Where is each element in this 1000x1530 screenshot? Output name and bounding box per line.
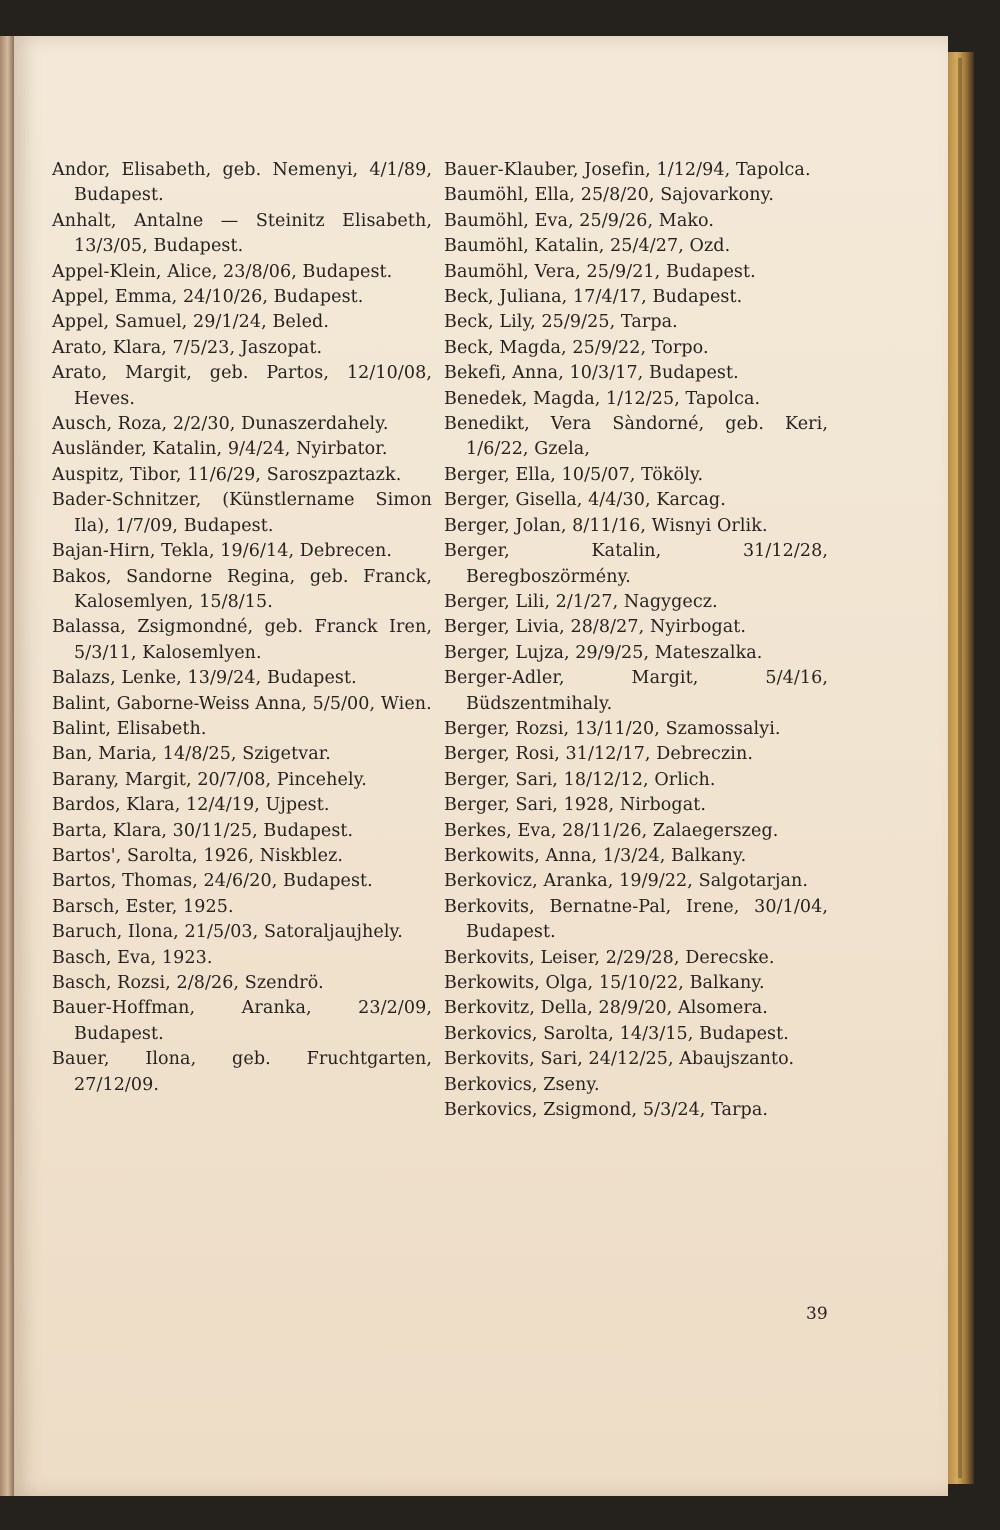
list-entry: Beck, Magda, 25/9/22, Torpo.: [444, 337, 709, 358]
list-entry: Berger-Adler, Margit, 5/4/16, Büdszentmihaly.: [444, 668, 828, 714]
list-entry: Baumöhl, Vera, 25/9/21, Budapest.: [444, 261, 756, 282]
list-entry: Appel, Emma, 24/10/26, Budapest.: [52, 287, 364, 308]
list-entry: Baumöhl, Ella, 25/8/20, Sajovarkony.: [444, 185, 775, 206]
page-number: 39: [806, 1304, 828, 1324]
list-entry: Bauer, Ilona, geb. Fruchtgarten, 27/12/09.: [52, 1049, 432, 1095]
list-entry: Barany, Margit, 20/7/08, Pincehely.: [52, 769, 367, 790]
list-entry: Bartos', Sarolta, 1926, Niskblez.: [52, 845, 344, 866]
list-entry: Berkes, Eva, 28/11/26, Zalaegerszeg.: [444, 820, 779, 841]
list-entry: Baumöhl, Katalin, 25/4/27, Ozd.: [444, 236, 731, 257]
list-entry: Ausch, Roza, 2/2/30, Dunaszerdahely.: [52, 414, 389, 435]
right-column: [444, 158, 828, 1123]
list-entry: Appel, Samuel, 29/1/24, Beled.: [52, 312, 330, 333]
list-entry: Berger, Livia, 28/8/27, Nyirbogat.: [444, 617, 747, 638]
list-entry: Beck, Lily, 25/9/25, Tarpa.: [444, 312, 678, 333]
list-entry: Bader-Schnitzer, (Künstlername Simon Ila), 1/7/09, Budapest.: [52, 490, 432, 536]
page-stack-shadow: [958, 58, 962, 1478]
list-entry: Berger, Katalin, 31/12/28, Beregboszörmény.: [444, 541, 828, 587]
facing-page-edge: [0, 36, 14, 1496]
list-entry: Berger, Rozsi, 13/11/20, Szamossalyi.: [444, 718, 781, 739]
list-entry: Bartos, Thomas, 24/6/20, Budapest.: [52, 871, 373, 892]
list-entry: Berkovits, Bernatne-Pal, Irene, 30/1/04, Budapest.: [444, 896, 828, 943]
list-entry: Berger, Sari, 18/12/12, Orlich.: [444, 769, 716, 790]
list-entry: Berkovicz, Aranka, 19/9/22, Salgotarjan.: [444, 871, 809, 892]
list-entry: Benedek, Magda, 1/12/25, Tapolca.: [444, 388, 761, 409]
list-entry: Berkowits, Anna, 1/3/24, Balkany.: [444, 845, 747, 866]
list-entry: Arato, Klara, 7/5/23, Jaszopat.: [52, 337, 323, 358]
list-entry: Auspitz, Tibor, 11/6/29, Saroszpaztazk.: [52, 464, 402, 485]
list-entry: Berkovits, Sari, 24/12/25, Abaujszanto.: [444, 1049, 795, 1070]
list-entry: Berkovics, Sarolta, 14/3/15, Budapest.: [444, 1023, 789, 1044]
list-entry: Berger, Rosi, 31/12/17, Debreczin.: [444, 744, 754, 765]
list-entry: Bekefi, Anna, 10/3/17, Budapest.: [444, 363, 739, 384]
left-column: [52, 158, 432, 1098]
list-entry: Arato, Margit, geb. Partos, 12/10/08, Heves.: [52, 363, 432, 409]
list-entry: Berger, Jolan, 8/11/16, Wisnyi Orlik.: [444, 515, 768, 536]
list-entry: Appel-Klein, Alice, 23/8/06, Budapest.: [52, 261, 393, 282]
list-entry: Berkovics, Zseny.: [444, 1074, 600, 1095]
list-entry: Berger, Gisella, 4/4/30, Karcag.: [444, 490, 726, 511]
list-entry: Baruch, Ilona, 21/5/03, Satoraljaujhely.: [52, 922, 403, 943]
list-entry: Balazs, Lenke, 13/9/24, Budapest.: [52, 668, 357, 689]
list-entry: Ban, Maria, 14/8/25, Szigetvar.: [52, 744, 331, 765]
list-entry: Berkovics, Zsigmond, 5/3/24, Tarpa.: [444, 1100, 769, 1121]
list-entry: Bajan-Hirn, Tekla, 19/6/14, Debrecen.: [52, 541, 392, 562]
list-entry: Berkovits, Leiser, 2/29/28, Derecske.: [444, 947, 775, 968]
list-entry: Bakos, Sandorne Regina, geb. Franck, Kalosemlyen, 15/8/15.: [52, 566, 432, 612]
list-entry: Barta, Klara, 30/11/25, Budapest.: [52, 820, 354, 841]
list-entry: Barsch, Ester, 1925.: [52, 896, 234, 917]
list-entry: Andor, Elisabeth, geb. Nemenyi, 4/1/89, Budapest.: [52, 160, 432, 206]
list-entry: Berger, Lujza, 29/9/25, Mateszalka.: [444, 642, 763, 663]
list-entry: Basch, Rozsi, 2/8/26, Szendrö.: [52, 973, 324, 993]
list-entry: Balint, Elisabeth.: [52, 718, 207, 739]
list-entry: Basch, Eva, 1923.: [52, 947, 213, 968]
list-entry: Berkowits, Olga, 15/10/22, Balkany.: [444, 973, 765, 993]
list-entry: Bauer-Klauber, Josefin, 1/12/94, Tapolca.: [444, 160, 811, 180]
list-entry: Bardos, Klara, 12/4/19, Ujpest.: [52, 795, 330, 816]
list-entry: Bauer-Hoffman, Aranka, 23/2/09, Budapest.: [52, 998, 432, 1044]
list-entry: Berger, Ella, 10/5/07, Tököly.: [444, 464, 704, 485]
list-entry: Berger, Sari, 1928, Nirbogat.: [444, 795, 707, 816]
list-entry: Benedikt, Vera Sàndorné, geb. Keri, 1/6/22, Gzela,: [444, 414, 828, 460]
list-entry: Beck, Juliana, 17/4/17, Budapest.: [444, 287, 743, 308]
list-entry: Berkovitz, Della, 28/9/20, Alsomera.: [444, 998, 768, 1019]
list-entry: Baumöhl, Eva, 25/9/26, Mako.: [444, 210, 715, 231]
list-entry: Berger, Lili, 2/1/27, Nagygecz.: [444, 591, 718, 612]
list-entry: Balint, Gaborne-Weiss Anna, 5/5/00, Wien.: [52, 693, 432, 714]
list-entry: Balassa, Zsigmondné, geb. Franck Iren, 5/3/11, Kalosemlyen.: [52, 617, 432, 663]
list-entry: Ausländer, Katalin, 9/4/24, Nyirbator.: [52, 439, 388, 460]
list-entry: Anhalt, Antalne — Steinitz Elisabeth, 13/3/05, Budapest.: [52, 210, 432, 257]
